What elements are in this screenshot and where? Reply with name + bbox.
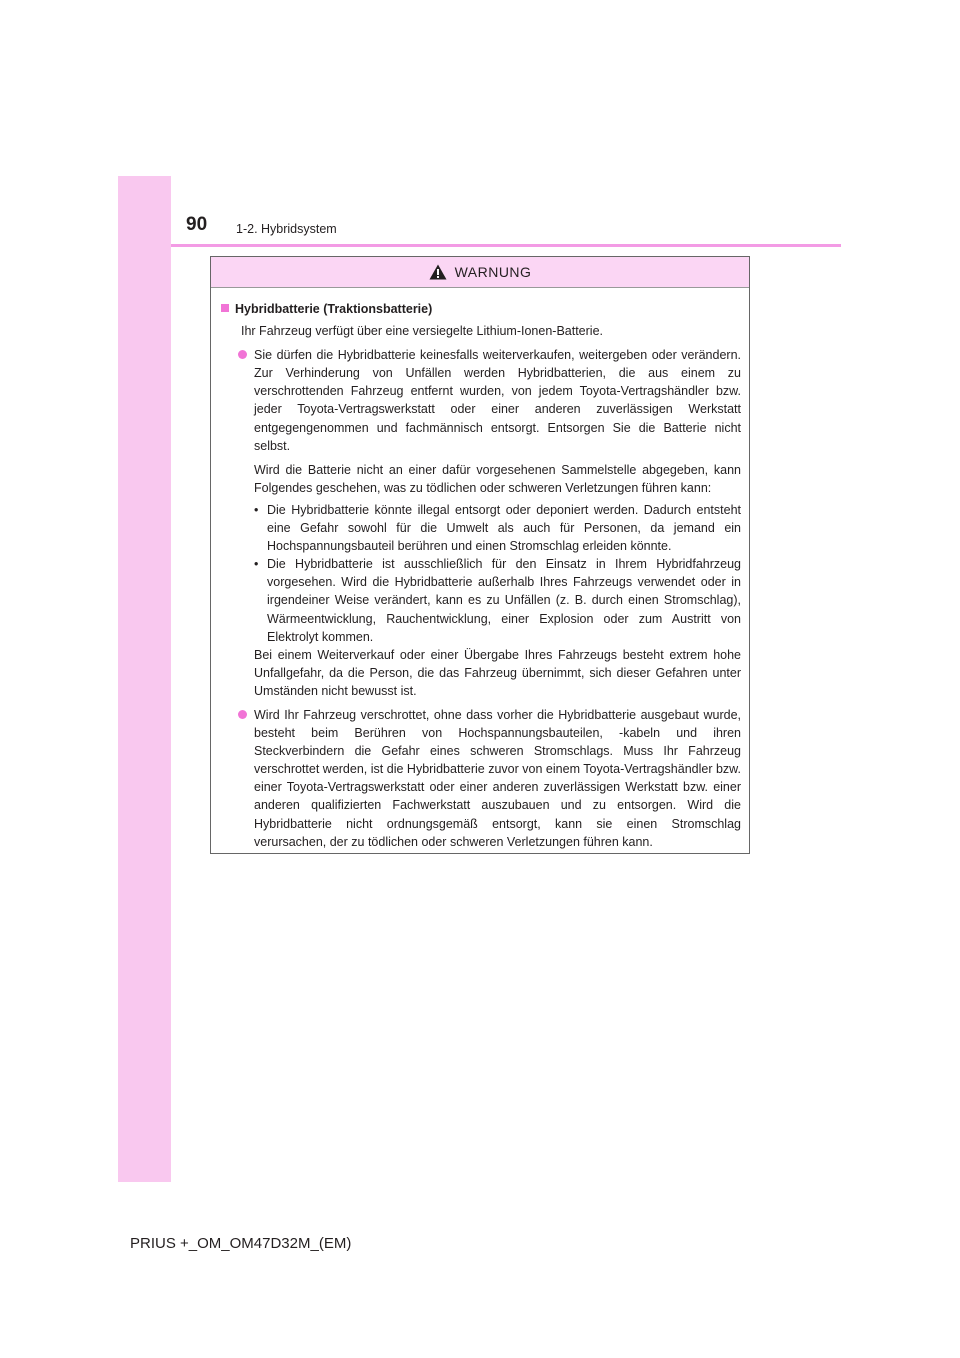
warning-box: [210, 256, 750, 854]
paragraph: Wird die Batterie nicht an einer dafür vorgesehenen Sammelstelle abgegeben, kann Folgendes geschehen, was zu tödlichen oder schweren Verletzungen führen kann:: [254, 462, 741, 495]
intro-text: Ihr Fahrzeug verfügt über eine versiegelte Lithium-Ionen-Batterie.: [241, 324, 603, 339]
chapter-side-bar: [118, 176, 171, 1182]
circle-bullet-icon: [238, 710, 247, 719]
paragraph: Bei einem Weiterverkauf oder einer Übergabe Ihres Fahrzeugs besteht extrem hohe Unfallgefahr, da die Person, die das Fahrzeug übernimmt, sich dieser Gefahren unter Umständen nicht bewusst ist.: [254, 647, 741, 698]
footer-document-code: PRIUS +_OM_OM47D32M_(EM): [130, 1235, 352, 1252]
warning-title: WARNUNG: [454, 264, 532, 280]
warning-heading-text: Hybridbatterie (Traktionsbatterie): [235, 302, 433, 316]
list-item: [254, 706, 741, 851]
sub-bullet-text: Die Hybridbatterie könnte illegal entsorgt oder deponiert werden. Dadurch entsteht eine Gefahr sowohl für die Umwelt als auch für Personen, da jemand ein Hochspannungsbauteil berühren und einen Stromschlag erleiden könnte.: [267, 502, 741, 554]
sub-list-item: [254, 501, 741, 555]
sub-bullet-text: Die Hybridbatterie ist ausschließlich für den Einsatz in Ihrem Hybridfahrzeug vorgesehen. Wird die Hybridbatterie außerhalb Ihres Fahrzeugs verwendet oder in irgendeiner Weise verändert, kann es zu Unfällen (z. B. durch einen Stromschlag), Wärmeentwicklung, Rauchentwicklung, einer Explosion oder zum Austritt von Elektrolyt kommen.: [267, 557, 741, 644]
header-rule: [171, 244, 841, 247]
section-title: 1-2. Hybridsystem: [236, 222, 337, 236]
warning-heading: [221, 300, 741, 318]
page-number: 90: [186, 214, 208, 235]
sub-bullet-mark: •: [254, 557, 259, 572]
warning-header: [211, 257, 749, 288]
warning-body: [211, 288, 749, 851]
square-bullet-icon: [221, 304, 229, 312]
list-item: [254, 346, 741, 455]
circle-bullet-icon: [238, 350, 247, 359]
sub-list-item: [254, 555, 741, 645]
warning-triangle-icon: [429, 264, 447, 280]
bullet-text: Wird Ihr Fahrzeug verschrottet, ohne dass vorher die Hybridbatterie ausgebaut wurde, besteht beim Berühren von Hochspannungsbauteilen, -kabeln und ihren Steckverbindern die Gefahr eines schweren Stromschlags. Muss Ihr Fahrzeug verschrottet werden, ist die Hybridbatterie zuvor von einem Toyota-Vertragshändler bzw. einer Toyota-Vertragswerkstatt oder einer anderen zuverlässigen Werkstatt bzw. einer anderen qualifizierten Fachwerkstatt auszubauen und zu entsorgen. Wird die Hybridbatterie nicht ordnungsgemäß entsorgt, kann sie einen Stromschlag verursachen, der zu tödlichen oder schweren Verletzungen führen kann.: [254, 707, 741, 849]
sub-bullet-mark: •: [254, 502, 259, 517]
bullet-text: Sie dürfen die Hybridbatterie keinesfalls weiterverkaufen, weitergeben oder verändern. Zur Verhinderung von Unfällen werden Hybridbatterien, die aus einem zu verschrottenden Fahrzeug entfernt wurden, von jedem Toyota-Vertragshändler bzw. jeder Toyota-Vertragswerkstatt oder einer anderen zuverlässigen Werkstatt entgegengenommen und fachmännisch entsorgt. Entsorgen Sie die Batterie nicht selbst.: [254, 348, 741, 453]
